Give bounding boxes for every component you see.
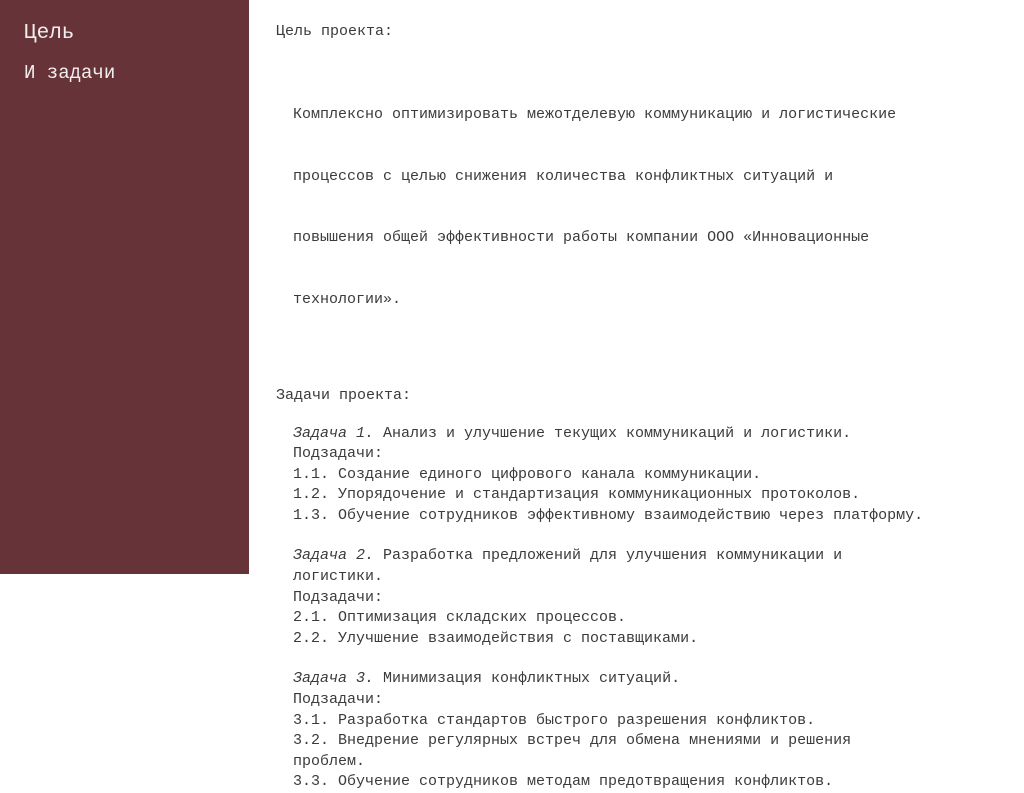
sidebar-title-line1: Цель: [24, 22, 75, 45]
task-label: Задача 2.: [293, 547, 375, 565]
subtask-item-continuation: проблем.: [293, 752, 366, 770]
task-title: [293, 424, 1016, 445]
sidebar-panel: [0, 0, 249, 574]
tasks-heading: Задачи проекта:: [276, 386, 412, 404]
subtask-item: 2.1. Оптимизация складских процессов.: [293, 609, 627, 627]
subtask-item: 3.1. Разработка стандартов быстрого разрешения конфликтов.: [293, 711, 816, 729]
goal-line: Комплексно оптимизировать межотделевую коммуникацию и логистические: [293, 105, 897, 123]
content-area: [276, 22, 1016, 793]
goal-text: [293, 64, 1016, 352]
subtask-item: 3.2. Внедрение регулярных встреч для обмена мнениями и решения: [293, 732, 852, 750]
task-1: [293, 424, 1016, 527]
goal-line: повышения общей эффективности работы компании ООО «Инновационные: [293, 229, 870, 247]
goal-heading: Цель проекта:: [276, 23, 394, 40]
subtask-item: 2.2. Улучшение взаимодействия с поставщиками.: [293, 629, 699, 647]
subtasks-label: Подзадачи:: [293, 445, 384, 463]
subtasks-label: Подзадачи:: [293, 588, 384, 606]
subtask-item: 1.2. Упорядочение и стандартизация коммуникационных протоколов.: [293, 486, 861, 504]
task-3: [293, 669, 1016, 793]
task-2: [293, 546, 1016, 649]
task-title-continuation: логистики.: [293, 568, 384, 586]
subtask-item: 3.3. Обучение сотрудников методам предотвращения конфликтов.: [293, 773, 834, 791]
task-title-text: Анализ и улучшение текущих коммуникаций и логистики.: [374, 424, 852, 442]
goal-line: технологии».: [293, 291, 402, 309]
subtask-item: 1.3. Обучение сотрудников эффективному взаимодействию через платформу.: [293, 506, 924, 524]
task-title: [293, 669, 1016, 690]
task-title-text: Минимизация конфликтных ситуаций.: [374, 670, 681, 688]
task-title-text: Разработка предложений для улучшения коммуникации и: [374, 547, 843, 565]
sidebar-title-line2: И задачи: [24, 62, 116, 84]
subtask-item: 1.1. Создание единого цифрового канала коммуникации.: [293, 465, 762, 483]
task-title: [293, 546, 1016, 567]
goal-line: процессов с целью снижения количества конфликтных ситуаций и: [293, 167, 834, 185]
task-label: Задача 1.: [293, 424, 375, 442]
task-label: Задача 3.: [293, 670, 375, 688]
subtasks-label: Подзадачи:: [293, 691, 384, 709]
